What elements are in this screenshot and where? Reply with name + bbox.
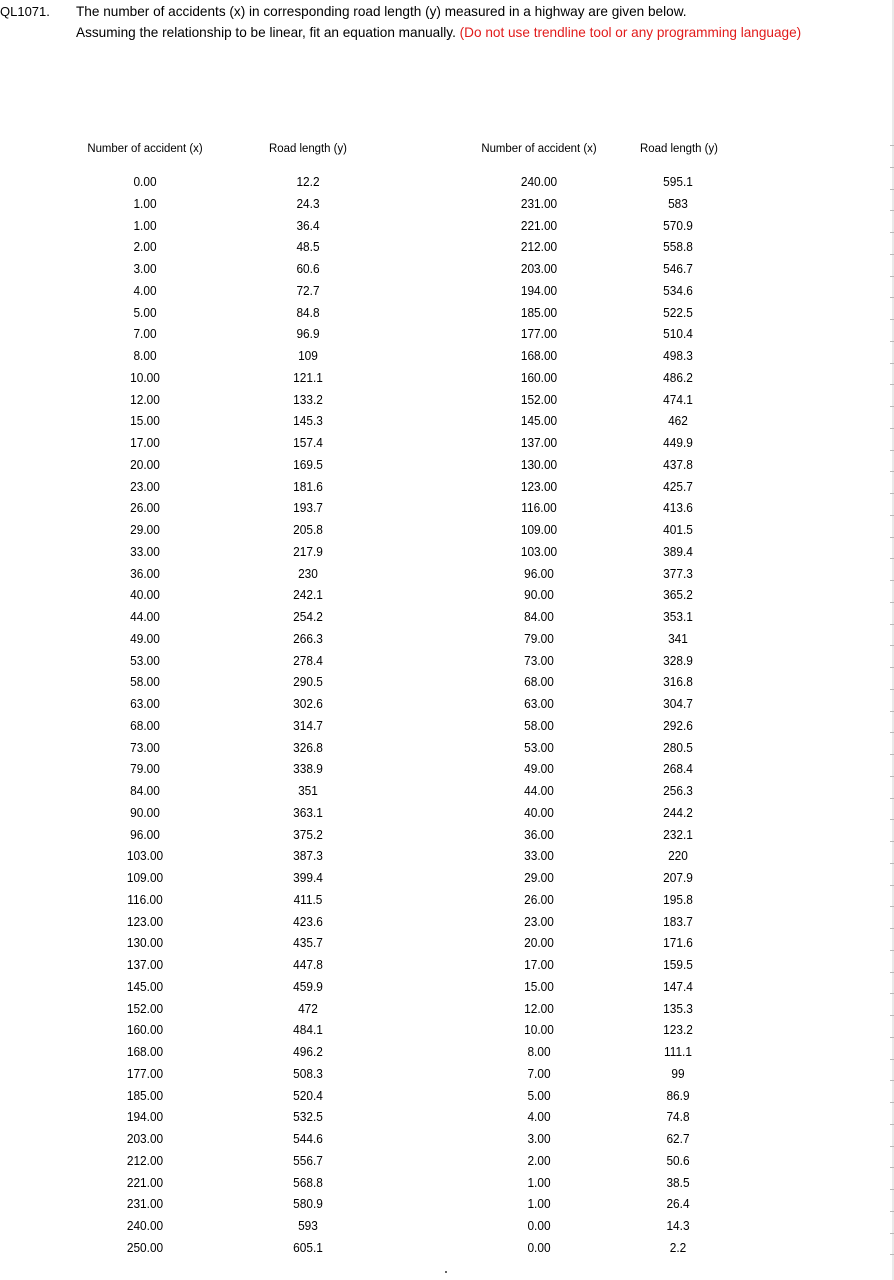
table1-x-cell: 40.00 [130,587,160,603]
table1-y-cell: 181.6 [293,478,323,494]
table1-y-column [263,171,353,1259]
table2-x-cell: 63.00 [524,696,554,711]
table2-y-cell: 50.6 [666,1152,690,1168]
table1-x-cell: 36.00 [130,565,160,581]
table1-y-cell: 302.6 [293,696,323,711]
table2-y-cell: 135.3 [663,1000,693,1016]
table2-x-cell: 36.00 [524,826,554,842]
table2-y-cell: 111.1 [664,1044,692,1059]
table1-y-cell: 230 [298,565,318,581]
table1-y-cell: 109 [298,348,318,363]
table1-y-cell: 435.7 [293,935,323,951]
table2-x-cell: 17.00 [524,957,554,972]
table1-x-cell: 250.00 [126,1239,164,1255]
question-text-1: The number of accidents (x) in corresponding road length (y) measured in a highway are given below. [76,4,687,19]
table2-x-cell: 8.00 [527,1044,551,1059]
table2-y-cell: 316.8 [663,674,693,690]
edge-tick [890,667,894,668]
table1-y-cell: 568.8 [293,1174,323,1190]
table1-y-cell: 532.5 [293,1109,323,1125]
edge-tick [890,1015,894,1016]
question-line-2 [76,24,801,42]
table2-x-cell: 58.00 [524,717,554,733]
table1-x-cell: 7.00 [133,326,157,342]
edge-tick [890,906,894,907]
edge-tick [890,450,894,451]
edge-tick [890,928,894,929]
table2-x-cell: 240.00 [520,174,558,189]
table1-y-cell: 84.8 [296,304,320,320]
edge-tick [890,167,894,168]
edge-tick [890,819,894,820]
edge-tick [890,232,894,233]
table2-y-cell: 437.8 [663,456,693,472]
edge-tick [890,558,894,559]
table2-x-cell: 4.00 [527,1109,551,1125]
table2-y-cell: 220 [668,848,688,864]
table1-y-cell: 556.7 [293,1152,323,1168]
page-dot [445,1271,447,1273]
table2-y-cell: 74.8 [666,1109,690,1125]
table2-y-cell: 62.7 [666,1131,690,1146]
table2-y-cell: 570.9 [663,217,693,233]
table1-x-cell: 1.00 [133,195,157,211]
edge-tick [890,993,894,994]
question-text-2: Assuming the relationship to be linear, fit an equation manually. [76,25,456,40]
table1-x-cell: 5.00 [133,304,157,320]
table2-x-cell: 221.00 [520,217,558,233]
edge-tick [890,341,894,342]
table1-x-cell: 15.00 [130,413,160,429]
table2-y-cell: 280.5 [663,739,693,755]
table2-x-cell: 73.00 [524,652,554,668]
table2-y-cell: 522.5 [663,304,693,320]
table1-x-cell: 212.00 [126,1152,164,1168]
table1-y-cell: 472 [298,1000,318,1016]
edge-tick [890,210,894,211]
question-id: QL1071. [0,4,50,19]
table1-x-cell: 152.00 [126,1000,164,1016]
table1-y-cell: 338.9 [293,761,323,777]
table2-y-cell: 328.9 [663,652,693,668]
table1-y-cell: 145.3 [293,413,323,429]
table1-x-cell: 73.00 [130,739,160,755]
table2-x-cell: 152.00 [520,391,558,407]
table2-y-cell: 413.6 [663,500,693,516]
table2-x-cell: 212.00 [520,239,558,255]
table2-y-cell: 244.2 [663,804,693,820]
question-line-1 [0,3,687,21]
table2-x-cell: 3.00 [527,1131,551,1146]
table2-y-cell: 86.9 [666,1087,690,1103]
edge-tick [890,1124,894,1125]
edge-tick [890,711,894,712]
edge-tick [890,754,894,755]
table1-y-cell: 169.5 [293,456,323,472]
edge-tick [890,319,894,320]
edge-tick [890,885,894,886]
table1-y-cell: 605.1 [293,1239,323,1255]
table2-x-cell: 0.00 [527,1239,551,1255]
table1-x-cell: 44.00 [130,609,160,624]
table2-y-cell: 389.4 [663,543,693,559]
table1-x-cell: 26.00 [130,500,160,516]
table2-y-cell: 546.7 [663,261,693,276]
table2-y-cell: 26.4 [666,1196,690,1212]
table2-y-cell: 341 [668,630,688,646]
edge-tick [890,1059,894,1060]
table1-y-cell: 423.6 [293,913,323,929]
table1-x-cell: 160.00 [126,1022,164,1038]
table1-x-cell: 123.00 [126,913,164,929]
table1-y-cell: 205.8 [293,522,323,537]
table2-x-cell: 12.00 [524,1000,554,1016]
table2-y-cell: 2.2 [669,1239,687,1255]
edge-tick [890,841,894,842]
table2-x-cell: 130.00 [520,456,558,472]
table1-x-cell: 194.00 [126,1109,164,1125]
table1-x-cell: 221.00 [126,1174,164,1190]
edge-tick [890,580,894,581]
table2-y-cell: 558.8 [663,239,693,255]
table2-x-cell: 145.00 [520,413,558,429]
edge-tick [890,972,894,973]
edge-tick [890,624,894,625]
edge-tick [890,276,894,277]
edge-tick [890,493,894,494]
edge-tick [890,1102,894,1103]
table1-x-cell: 116.00 [127,891,163,907]
table1-y-cell: 121.1 [293,369,323,385]
table1-y-cell: 326.8 [293,739,323,755]
table1-y-cell: 375.2 [293,826,323,842]
table1-x-cell: 68.00 [130,717,160,733]
table2-x-cell: 203.00 [520,261,558,276]
table1-x-cell: 90.00 [130,804,160,820]
table1-x-column [100,171,190,1259]
table1-y-cell: 278.4 [293,652,323,668]
table1-x-cell: 10.00 [130,369,160,385]
table1-x-cell: 3.00 [133,261,157,276]
table2-x-cell: 33.00 [524,848,554,864]
table1-x-cell: 96.00 [130,826,160,842]
table1-y-cell: 12.2 [296,174,320,189]
table2-x-cell: 177.00 [520,326,558,342]
table2-y-cell: 171.6 [663,935,693,951]
table1-x-cell: 63.00 [130,696,160,711]
header-y-1: Road length (y) [269,141,347,155]
edge-tick [890,602,894,603]
table1-y-cell: 411.5 [293,891,323,907]
table2-y-cell: 147.4 [663,978,693,994]
table2-y-cell: 462 [668,413,688,429]
edge-tick [890,1146,894,1147]
table2-x-cell: 96.00 [524,565,554,581]
table2-y-cell: 159.5 [663,957,693,972]
table2-x-cell: 194.00 [520,282,558,298]
table1-y-cell: 217.9 [293,543,323,559]
header-y-2: Road length (y) [640,141,718,155]
table1-x-cell: 84.00 [130,783,160,798]
table1-x-cell: 145.00 [126,978,164,994]
table2-y-cell: 14.3 [666,1218,690,1233]
table2-y-cell: 123.2 [663,1022,693,1038]
table1-x-cell: 109.00 [126,870,164,885]
table2-y-cell: 292.6 [663,717,693,733]
table1-y-cell: 36.4 [296,217,320,233]
table2-x-cell: 68.00 [524,674,554,690]
table2-x-cell: 10.00 [524,1022,554,1038]
table2-y-cell: 425.7 [663,478,693,494]
table2-y-cell: 232.1 [663,826,693,842]
question-note: (Do not use trendline tool or any programming language) [459,25,802,40]
table1-y-cell: 447.8 [293,957,323,972]
table1-y-cell: 290.5 [293,674,323,690]
table2-x-cell: 168.00 [520,348,558,363]
edge-tick [890,776,894,777]
table2-x-column [494,171,584,1259]
table2-y-cell: 377.3 [663,565,693,581]
table1-y-cell: 459.9 [293,978,323,994]
edge-tick [890,145,894,146]
edge-tick [890,1211,894,1212]
edge-tick [890,645,894,646]
table1-y-cell: 363.1 [293,804,323,820]
table2-x-cell: 79.00 [524,630,554,646]
table2-y-cell: 474.1 [663,391,693,407]
table2-x-cell: 29.00 [524,870,554,885]
table2-x-cell: 53.00 [524,739,554,755]
table2-x-cell: 0.00 [527,1218,551,1233]
edge-tick [890,363,894,364]
table1-y-cell: 24.3 [296,195,320,211]
table2-x-cell: 123.00 [520,478,558,494]
table2-x-cell: 103.00 [520,543,558,559]
table1-x-cell: 2.00 [133,239,157,255]
table1-y-cell: 351 [298,783,318,798]
edge-tick [890,1167,894,1168]
edge-tick [890,1254,894,1255]
edge-tick [890,798,894,799]
table2-y-cell: 183.7 [663,913,693,929]
header-x-2: Number of accident (x) [481,141,597,155]
table1-x-cell: 240.00 [126,1218,164,1233]
edge-tick [890,1189,894,1190]
table2-x-cell: 49.00 [524,761,554,777]
edge-tick [890,515,894,516]
table2-x-cell: 23.00 [524,913,554,929]
table1-y-cell: 266.3 [293,630,323,646]
table1-x-cell: 33.00 [130,543,160,559]
table2-y-cell: 268.4 [663,761,693,777]
table2-y-cell: 38.5 [666,1174,690,1190]
table2-x-cell: 40.00 [524,804,554,820]
table1-x-cell: 177.00 [126,1065,164,1081]
table2-y-cell: 510.4 [663,326,693,342]
table2-y-cell: 353.1 [663,609,693,624]
table1-y-cell: 96.9 [296,326,320,342]
table2-x-cell: 109.00 [520,522,558,537]
table1-y-cell: 508.3 [293,1065,323,1081]
edge-tick [890,689,894,690]
edge-tick [890,1037,894,1038]
edge-tick [890,189,894,190]
table1-y-cell: 242.1 [293,587,323,603]
table1-x-cell: 0.00 [133,174,157,189]
edge-tick [890,297,894,298]
table2-y-cell: 195.8 [663,891,693,907]
table1-x-cell: 29.00 [130,522,160,537]
table1-x-cell: 137.00 [126,957,164,972]
table1-x-cell: 23.00 [130,478,160,494]
table1-x-cell: 130.00 [126,935,164,951]
table1-x-cell: 17.00 [130,435,160,450]
edge-tick [890,471,894,472]
header-x-1: Number of accident (x) [87,141,203,155]
table1-x-cell: 49.00 [130,630,160,646]
table2-x-cell: 5.00 [527,1087,551,1103]
table1-y-cell: 133.2 [293,391,323,407]
table1-y-cell: 314.7 [293,717,323,733]
table2-x-cell: 137.00 [520,435,558,450]
table2-y-column [633,171,723,1259]
table2-y-cell: 365.2 [663,587,693,603]
table1-y-cell: 399.4 [293,870,323,885]
edge-tick [890,384,894,385]
table1-x-cell: 53.00 [130,652,160,668]
table2-y-cell: 449.9 [663,435,693,450]
table1-x-cell: 203.00 [126,1131,164,1146]
table2-x-cell: 84.00 [524,609,554,624]
table2-x-cell: 231.00 [520,195,558,211]
table2-x-cell: 185.00 [520,304,558,320]
edge-tick [890,428,894,429]
table1-x-cell: 4.00 [133,282,157,298]
table2-x-cell: 26.00 [524,891,554,907]
table1-y-cell: 580.9 [293,1196,323,1212]
table1-y-cell: 72.7 [296,282,320,298]
table1-y-cell: 496.2 [293,1044,323,1059]
table1-y-cell: 544.6 [293,1131,323,1146]
table1-x-cell: 231.00 [126,1196,164,1212]
table1-x-cell: 20.00 [130,456,160,472]
table2-x-cell: 116.00 [521,500,557,516]
edge-tick [890,1233,894,1234]
edge-tick [890,254,894,255]
table1-x-cell: 8.00 [133,348,157,363]
table2-x-cell: 90.00 [524,587,554,603]
table1-y-cell: 387.3 [293,848,323,864]
table1-y-cell: 593 [298,1218,318,1233]
table2-y-cell: 401.5 [663,522,693,537]
table2-y-cell: 534.6 [663,282,693,298]
table2-y-cell: 304.7 [663,696,693,711]
table2-y-cell: 583 [668,195,688,211]
edge-tick [890,1080,894,1081]
table2-y-cell: 207.9 [663,870,693,885]
table1-y-cell: 48.5 [296,239,320,255]
edge-tick [890,406,894,407]
table2-x-cell: 44.00 [524,783,554,798]
table2-y-cell: 486.2 [663,369,693,385]
table1-y-cell: 157.4 [293,435,323,450]
table1-x-cell: 1.00 [133,217,157,233]
table2-x-cell: 20.00 [524,935,554,951]
table1-y-cell: 484.1 [293,1022,323,1038]
table2-x-cell: 160.00 [520,369,558,385]
table2-x-cell: 15.00 [524,978,554,994]
table1-y-cell: 60.6 [296,261,320,276]
table2-x-cell: 1.00 [527,1196,551,1212]
table1-x-cell: 103.00 [126,848,164,864]
table1-x-cell: 58.00 [130,674,160,690]
edge-tick [890,950,894,951]
table2-x-cell: 1.00 [527,1174,551,1190]
edge-tick [890,863,894,864]
table2-y-cell: 256.3 [663,783,693,798]
table2-y-cell: 595.1 [663,174,693,189]
table2-y-cell: 498.3 [663,348,693,363]
table1-x-cell: 12.00 [130,391,160,407]
page-right-ticks [888,0,894,1280]
table2-x-cell: 7.00 [527,1065,551,1081]
table1-y-cell: 193.7 [293,500,323,516]
table1-y-cell: 520.4 [293,1087,323,1103]
edge-tick [890,537,894,538]
table1-x-cell: 168.00 [126,1044,164,1059]
table2-y-cell: 99 [671,1065,685,1081]
table1-y-cell: 254.2 [293,609,323,624]
table1-x-cell: 79.00 [130,761,160,777]
table2-x-cell: 2.00 [527,1152,551,1168]
table1-x-cell: 185.00 [126,1087,164,1103]
edge-tick [890,732,894,733]
